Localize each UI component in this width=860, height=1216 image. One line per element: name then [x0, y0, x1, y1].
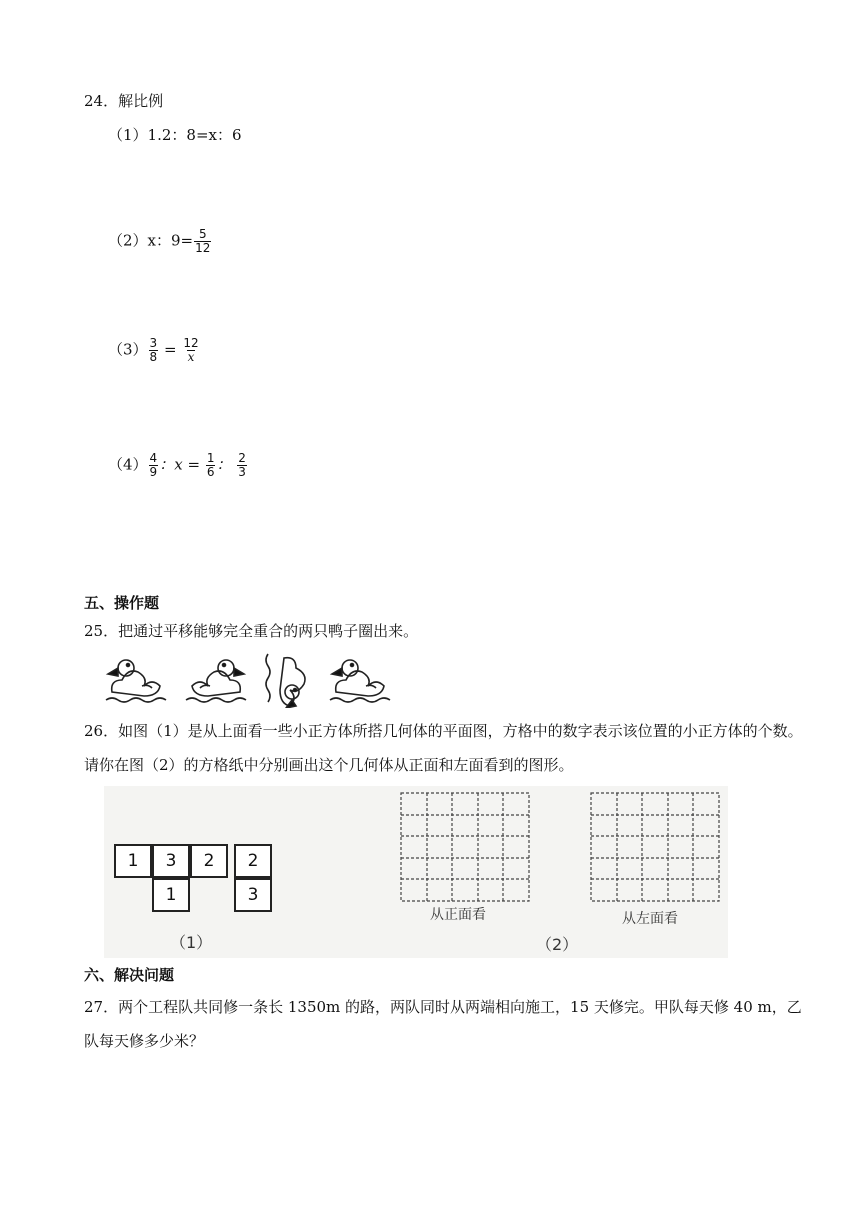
q24-item-2-label: （2） [108, 231, 148, 250]
colon: ： [159, 455, 175, 474]
q24-item-1-label: （1） [108, 126, 148, 144]
variable-x: x [174, 455, 183, 474]
ducks-illustration [104, 650, 396, 708]
q26-figure [104, 786, 728, 958]
equals-sign: = [187, 455, 201, 474]
q27-text: 27．两个工程队共同修一条长 1350m 的路，两队同时从两端相向施工，15 天修完。甲队每天修 40 m，乙队每天修多少米？ [84, 998, 802, 1050]
fraction: $\frac{2}{3}$ [238, 451, 246, 479]
q25-text: 25．把通过平移能够完全重合的两只鸭子圈出来。 [84, 622, 419, 640]
fraction: $\frac{5}{12}$ [195, 227, 211, 255]
left-view-grid [590, 792, 722, 904]
plan-cell: 2 [190, 844, 228, 878]
front-view-caption: 从正面看 [430, 907, 486, 923]
q24-item-2 [108, 228, 212, 255]
figure-2-label: （2） [536, 935, 579, 954]
colon: ： [216, 455, 232, 474]
plan-cell: 2 [234, 844, 272, 878]
q24-item-2-pre: x：9= [147, 231, 194, 250]
q24-item-3-label: （3） [108, 340, 148, 359]
fraction: $\frac{4}{9}$ [149, 451, 158, 479]
duck-icon [106, 660, 166, 702]
q26-text: 26．如图（1）是从上面看一些小正方体所搭几何体的平面图，方格中的数字表示该位置的小正方体的个数。请你在图（2）的方格纸中分别画出这个几何体从正面和左面看到的图形。 [84, 722, 803, 774]
duck-icon [330, 660, 390, 702]
q24-item-1-expr: 1.2：8=x：6 [147, 126, 242, 144]
q24-item-4-label: （4） [108, 455, 148, 474]
section-5-title: 五、操作题 [84, 594, 160, 612]
plan-cell: 3 [234, 878, 272, 912]
figure-1-label: （1） [170, 933, 213, 952]
front-view-grid [400, 792, 532, 904]
q24-item-1 [108, 124, 242, 145]
left-view-caption: 从左面看 [622, 911, 678, 927]
equals-sign: = [163, 340, 177, 359]
q24-item-4 [108, 452, 248, 479]
fraction: $\frac{1}{6}$ [206, 451, 215, 479]
duck-icon [186, 660, 246, 702]
duck-icon [266, 654, 305, 708]
section-6-title: 六、解决问题 [84, 966, 175, 984]
plan-cell: 1 [152, 878, 190, 912]
q24-title: 24．解比例 [84, 92, 164, 110]
fraction: $\frac{3}{8}$ [149, 336, 158, 364]
fraction: $\frac{12}{x}$ [183, 336, 199, 364]
q24-item-3 [108, 337, 201, 364]
plan-cell: 3 [152, 844, 190, 878]
plan-cell: 1 [114, 844, 152, 878]
